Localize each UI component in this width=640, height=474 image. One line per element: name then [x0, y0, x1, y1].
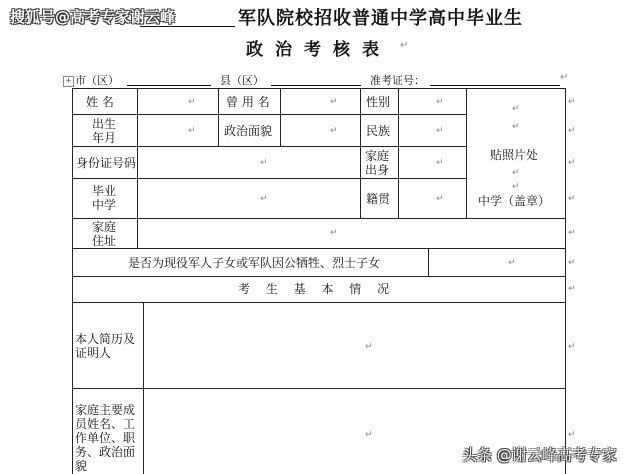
watermark-top: 搜狐号@高考专家谢云峰	[10, 8, 176, 26]
county-blank	[271, 85, 361, 86]
native-place-label: 籍贯	[366, 192, 391, 206]
city-blank	[127, 85, 211, 86]
paragraph-mark: ↵	[436, 97, 444, 107]
paragraph-mark: ↵	[330, 228, 338, 238]
paragraph-mark: ↵	[188, 126, 196, 136]
paragraph-mark: ↵	[512, 122, 520, 132]
family-origin-label: 家庭出身	[365, 149, 390, 177]
paragraph-mark: ↵	[330, 126, 338, 136]
paragraph-mark: ↵	[568, 430, 576, 440]
page-subtitle: 政治考核表	[246, 40, 391, 60]
paragraph-mark: ↵	[568, 97, 576, 107]
paragraph-mark: ↵	[400, 40, 409, 51]
header-city-label: 市（区）	[75, 74, 119, 87]
paragraph-mark: ↵	[512, 168, 520, 178]
paragraph-mark: ↵	[568, 342, 576, 352]
paragraph-mark: ↵	[568, 228, 576, 238]
photo-placeholder: 贴照片处	[490, 148, 539, 162]
graduate-school-label: 毕业中学	[92, 184, 117, 212]
ethnic-label: 民族	[366, 124, 391, 138]
paragraph-mark: ↵	[330, 97, 338, 107]
paragraph-mark: ↵	[365, 430, 373, 440]
section-basic-info: 考 生 基 本 情 况	[238, 282, 396, 296]
political-label: 政治面貌	[224, 124, 273, 138]
header-county-label: 县（区）	[220, 74, 264, 87]
family-members-label: 家庭主要成员姓名、工作单位、职务、政治面貌	[75, 403, 136, 473]
school-seal-label: 中学（盖章）	[478, 194, 551, 208]
used-name-label: 曾 用 名	[226, 95, 270, 109]
name-label: 姓 名	[86, 95, 114, 109]
paragraph-mark: ↵	[512, 182, 520, 192]
paragraph-mark: ↵	[260, 158, 268, 168]
paragraph-mark: ↵	[365, 342, 373, 352]
paragraph-mark: ↵	[568, 194, 576, 204]
paragraph-mark: ↵	[260, 194, 268, 204]
paragraph-mark: ↵	[508, 258, 516, 268]
paragraph-mark: ↵	[568, 126, 576, 136]
header-exam-no-label: 准考证号：	[370, 74, 425, 87]
title-underline	[140, 26, 235, 27]
paragraph-mark: ↵	[568, 258, 576, 268]
id-number-label: 身份证号码	[76, 156, 137, 170]
paragraph-mark: ↵	[512, 104, 520, 114]
home-address-label: 家庭住址	[92, 220, 117, 248]
exam-no-blank	[430, 85, 560, 86]
paragraph-mark: ↵	[436, 194, 444, 204]
paragraph-mark: ↵	[436, 126, 444, 136]
paragraph-mark: ↵	[436, 158, 444, 168]
paragraph-mark: ↵	[560, 72, 569, 83]
military-family-question: 是否为现役军人子女或军队因公牺牲、烈士子女	[128, 256, 381, 270]
gender-label: 性别	[366, 95, 391, 109]
paragraph-mark: ↵	[568, 284, 576, 294]
table-move-handle-icon[interactable]: +	[63, 76, 74, 87]
birth-label: 出生年月	[92, 117, 117, 145]
paragraph-mark: ↵	[188, 97, 196, 107]
paragraph-mark: ↵	[568, 158, 576, 168]
watermark-bottom: 头条 @谢云峰高考专家	[462, 446, 617, 464]
resume-label: 本人简历及证明人	[75, 332, 136, 360]
page-title: 军队院校招收普通中学高中毕业生	[238, 8, 523, 29]
